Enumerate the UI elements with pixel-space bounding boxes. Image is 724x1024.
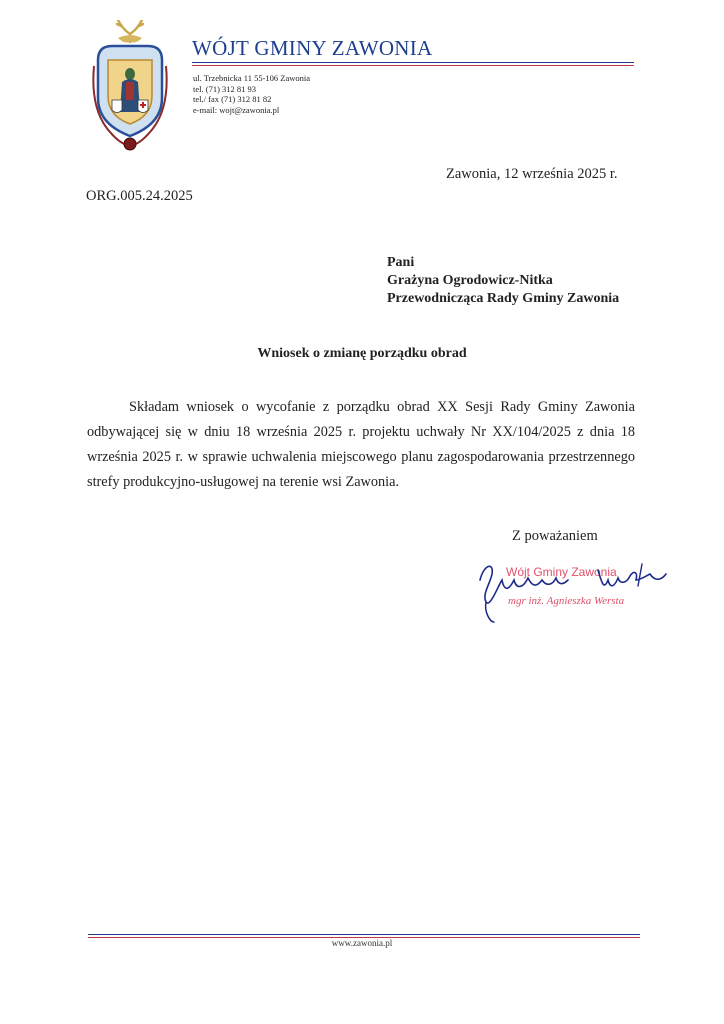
signature-stamp: [470, 550, 680, 630]
stamp-title: Wójt Gminy Zawonia: [506, 565, 617, 579]
coat-of-arms-icon: [90, 20, 170, 156]
page-title: WÓJT GMINY ZAWONIA: [192, 36, 433, 60]
fax-line: tel./ fax (71) 312 81 82: [193, 94, 272, 104]
closing-phrase: Z poważaniem: [512, 528, 598, 544]
recipient-name: Grażyna Ogrodowicz-Nitka: [387, 273, 553, 288]
address-line: ul. Trzebnicka 11 55-106 Zawonia: [193, 73, 311, 83]
stamp-name: mgr inż. Agnieszka Wersta: [508, 595, 625, 607]
email-line: e-mail: wojt@zawonia.pl: [193, 104, 280, 115]
recipient-salutation: Pani: [387, 255, 415, 270]
header-divider: [192, 62, 634, 67]
letter-body: [87, 395, 635, 495]
letter-subject: Wniosek o zmianę porządku obrad: [257, 346, 467, 361]
body-paragraph: Składam wniosek o wycofanie z porządku obrad XX Sesji Rady Gminy Zawonia odbywającej się w dniu 18 września 2025 r. projektu uchwały Nr XX/104/2025 z dnia 18 września 2025 r. w sprawie uchwalenia miejscowego planu zagospodarowania przestrzennego strefy produkcyjno-usługowej na terenie wsi Zawonia.: [87, 399, 635, 490]
phone-line: tel. (71) 312 81 93: [193, 83, 257, 94]
letter-date: Zawonia, 12 września 2025 r.: [446, 166, 618, 182]
footer-website: www.zawonia.pl: [331, 938, 393, 948]
contact-info: [193, 73, 310, 115]
recipient-block: [387, 254, 619, 308]
recipient-position: Przewodnicząca Rady Gminy Zawonia: [387, 291, 620, 306]
reference-number: ORG.005.24.2025: [86, 188, 193, 204]
